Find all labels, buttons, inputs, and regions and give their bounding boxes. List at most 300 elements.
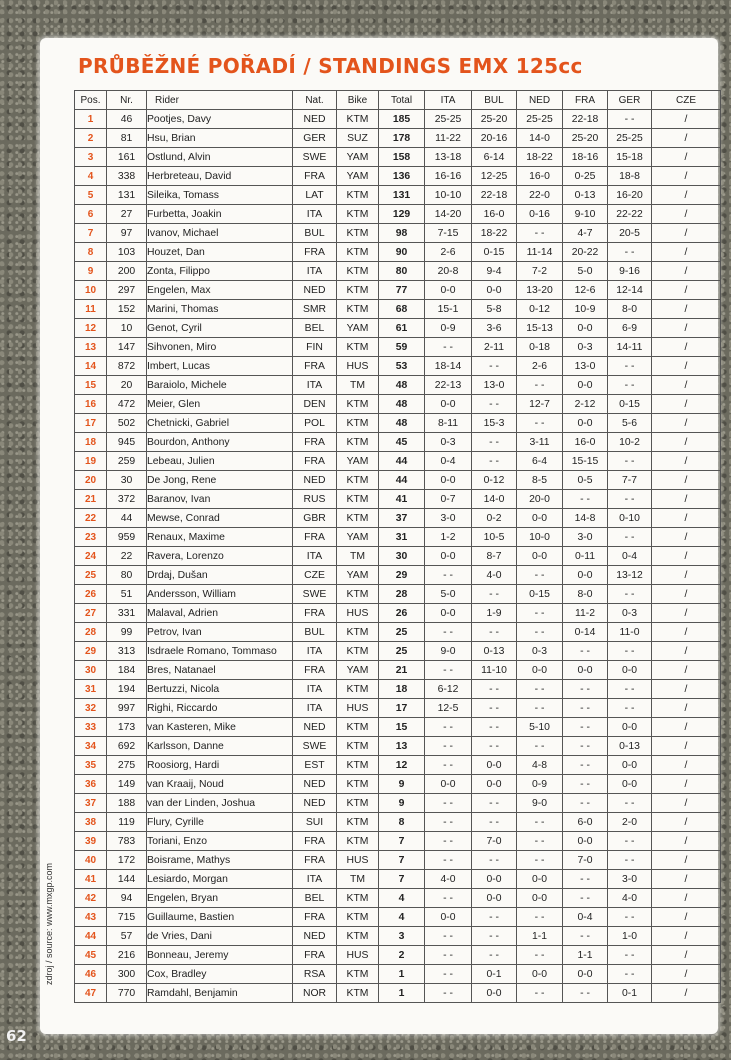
- total-cell: 1: [379, 965, 425, 984]
- total-cell: 29: [379, 566, 425, 585]
- bul-cell: 0-2: [472, 509, 517, 528]
- table-row: [75, 927, 721, 946]
- position-cell: 11: [75, 300, 107, 319]
- fra-cell: - -: [563, 718, 608, 737]
- fra-cell: 20-22: [563, 243, 608, 262]
- bul-cell: 22-18: [472, 186, 517, 205]
- nationality-cell: LAT: [293, 186, 337, 205]
- ita-cell: - -: [425, 661, 472, 680]
- number-cell: 188: [107, 794, 147, 813]
- ned-cell: - -: [517, 414, 563, 433]
- bul-cell: 6-14: [472, 148, 517, 167]
- table-row: [75, 338, 721, 357]
- source-credit: zdroj / source: www.mxgp.com: [44, 862, 54, 985]
- position-cell: 3: [75, 148, 107, 167]
- bul-cell: - -: [472, 851, 517, 870]
- total-cell: 2: [379, 946, 425, 965]
- bul-cell: 3-6: [472, 319, 517, 338]
- column-header: ITA: [425, 91, 472, 110]
- ned-cell: - -: [517, 699, 563, 718]
- ger-cell: 0-0: [608, 718, 652, 737]
- ned-cell: 0-0: [517, 889, 563, 908]
- total-cell: 4: [379, 908, 425, 927]
- ger-cell: 0-13: [608, 737, 652, 756]
- total-cell: 9: [379, 775, 425, 794]
- ger-cell: 3-0: [608, 870, 652, 889]
- bul-cell: - -: [472, 357, 517, 376]
- number-cell: 472: [107, 395, 147, 414]
- ned-cell: 0-9: [517, 775, 563, 794]
- bike-cell: YAM: [337, 319, 379, 338]
- total-cell: 12: [379, 756, 425, 775]
- bike-cell: KTM: [337, 623, 379, 642]
- number-cell: 51: [107, 585, 147, 604]
- table-row: [75, 129, 721, 148]
- ned-cell: 10-0: [517, 528, 563, 547]
- total-cell: 98: [379, 224, 425, 243]
- bike-cell: YAM: [337, 148, 379, 167]
- ned-cell: 2-6: [517, 357, 563, 376]
- table-row: [75, 661, 721, 680]
- ger-cell: - -: [608, 243, 652, 262]
- bul-cell: 4-0: [472, 566, 517, 585]
- cze-cell: /: [652, 357, 721, 376]
- table-row: [75, 547, 721, 566]
- cze-cell: /: [652, 205, 721, 224]
- ita-cell: 8-11: [425, 414, 472, 433]
- fra-cell: 3-0: [563, 528, 608, 547]
- table-row: [75, 433, 721, 452]
- fra-cell: - -: [563, 794, 608, 813]
- total-cell: 3: [379, 927, 425, 946]
- cze-cell: /: [652, 889, 721, 908]
- total-cell: 25: [379, 642, 425, 661]
- nationality-cell: FRA: [293, 851, 337, 870]
- fra-cell: 0-4: [563, 908, 608, 927]
- rider-cell: Ravera, Lorenzo: [147, 547, 293, 566]
- ned-cell: 0-12: [517, 300, 563, 319]
- cze-cell: /: [652, 490, 721, 509]
- number-cell: 22: [107, 547, 147, 566]
- total-cell: 131: [379, 186, 425, 205]
- ger-cell: - -: [608, 357, 652, 376]
- bul-cell: 8-7: [472, 547, 517, 566]
- bul-cell: 16-0: [472, 205, 517, 224]
- ned-cell: - -: [517, 604, 563, 623]
- bul-cell: 2-11: [472, 338, 517, 357]
- cze-cell: /: [652, 699, 721, 718]
- ita-cell: 2-6: [425, 243, 472, 262]
- nationality-cell: RSA: [293, 965, 337, 984]
- total-cell: 7: [379, 832, 425, 851]
- nationality-cell: BUL: [293, 623, 337, 642]
- ita-cell: 4-0: [425, 870, 472, 889]
- bike-cell: KTM: [337, 490, 379, 509]
- bul-cell: 13-0: [472, 376, 517, 395]
- fra-cell: 15-15: [563, 452, 608, 471]
- standings-table: [74, 90, 721, 1003]
- ita-cell: - -: [425, 623, 472, 642]
- nationality-cell: BUL: [293, 224, 337, 243]
- position-cell: 33: [75, 718, 107, 737]
- bike-cell: KTM: [337, 642, 379, 661]
- number-cell: 20: [107, 376, 147, 395]
- ger-cell: - -: [608, 699, 652, 718]
- cze-cell: /: [652, 794, 721, 813]
- table-row: [75, 832, 721, 851]
- nationality-cell: NED: [293, 927, 337, 946]
- cze-cell: /: [652, 661, 721, 680]
- ita-cell: 22-13: [425, 376, 472, 395]
- ned-cell: 14-0: [517, 129, 563, 148]
- ger-cell: 8-0: [608, 300, 652, 319]
- ned-cell: 18-22: [517, 148, 563, 167]
- number-cell: 10: [107, 319, 147, 338]
- ita-cell: - -: [425, 813, 472, 832]
- number-cell: 959: [107, 528, 147, 547]
- rider-cell: Roosiorg, Hardi: [147, 756, 293, 775]
- table-row: [75, 528, 721, 547]
- table-row: [75, 813, 721, 832]
- total-cell: 41: [379, 490, 425, 509]
- ita-cell: 14-20: [425, 205, 472, 224]
- ned-cell: - -: [517, 832, 563, 851]
- ned-cell: - -: [517, 680, 563, 699]
- ned-cell: - -: [517, 566, 563, 585]
- number-cell: 173: [107, 718, 147, 737]
- ita-cell: 11-22: [425, 129, 472, 148]
- table-row: [75, 167, 721, 186]
- column-header: Nr.: [107, 91, 147, 110]
- ger-cell: 12-14: [608, 281, 652, 300]
- ita-cell: 25-25: [425, 110, 472, 129]
- nationality-cell: FRA: [293, 452, 337, 471]
- bike-cell: KTM: [337, 300, 379, 319]
- fra-cell: 0-0: [563, 832, 608, 851]
- ita-cell: 12-5: [425, 699, 472, 718]
- total-cell: 21: [379, 661, 425, 680]
- ger-cell: - -: [608, 642, 652, 661]
- ita-cell: - -: [425, 851, 472, 870]
- rider-cell: Sileika, Tomass: [147, 186, 293, 205]
- bike-cell: TM: [337, 870, 379, 889]
- total-cell: 59: [379, 338, 425, 357]
- position-cell: 35: [75, 756, 107, 775]
- number-cell: 997: [107, 699, 147, 718]
- ned-cell: 0-16: [517, 205, 563, 224]
- number-cell: 144: [107, 870, 147, 889]
- total-cell: 68: [379, 300, 425, 319]
- ned-cell: 5-10: [517, 718, 563, 737]
- ita-cell: 1-2: [425, 528, 472, 547]
- cze-cell: /: [652, 148, 721, 167]
- position-cell: 22: [75, 509, 107, 528]
- position-cell: 27: [75, 604, 107, 623]
- total-cell: 136: [379, 167, 425, 186]
- number-cell: 57: [107, 927, 147, 946]
- fra-cell: - -: [563, 927, 608, 946]
- fra-cell: 0-5: [563, 471, 608, 490]
- cze-cell: /: [652, 851, 721, 870]
- total-cell: 7: [379, 870, 425, 889]
- number-cell: 161: [107, 148, 147, 167]
- ger-cell: 0-1: [608, 984, 652, 1003]
- rider-cell: Flury, Cyrille: [147, 813, 293, 832]
- column-header: Rider: [147, 91, 293, 110]
- bul-cell: 9-4: [472, 262, 517, 281]
- total-cell: 158: [379, 148, 425, 167]
- position-cell: 26: [75, 585, 107, 604]
- table-row: [75, 775, 721, 794]
- ita-cell: 0-0: [425, 604, 472, 623]
- bul-cell: 0-0: [472, 870, 517, 889]
- ned-cell: 7-2: [517, 262, 563, 281]
- bike-cell: TM: [337, 376, 379, 395]
- ita-cell: - -: [425, 965, 472, 984]
- ger-cell: - -: [608, 851, 652, 870]
- fra-cell: 6-0: [563, 813, 608, 832]
- ita-cell: 9-0: [425, 642, 472, 661]
- fra-cell: 0-3: [563, 338, 608, 357]
- rider-cell: Engelen, Bryan: [147, 889, 293, 908]
- nationality-cell: SWE: [293, 585, 337, 604]
- nationality-cell: FRA: [293, 908, 337, 927]
- bike-cell: YAM: [337, 167, 379, 186]
- ned-cell: 25-25: [517, 110, 563, 129]
- ita-cell: - -: [425, 832, 472, 851]
- ita-cell: - -: [425, 737, 472, 756]
- ita-cell: 13-18: [425, 148, 472, 167]
- rider-cell: Herbreteau, David: [147, 167, 293, 186]
- nationality-cell: FRA: [293, 832, 337, 851]
- ned-cell: 13-20: [517, 281, 563, 300]
- total-cell: 90: [379, 243, 425, 262]
- position-cell: 9: [75, 262, 107, 281]
- bike-cell: KTM: [337, 205, 379, 224]
- ger-cell: 5-6: [608, 414, 652, 433]
- position-cell: 16: [75, 395, 107, 414]
- bul-cell: 25-20: [472, 110, 517, 129]
- table-row: [75, 851, 721, 870]
- rider-cell: Meier, Glen: [147, 395, 293, 414]
- ned-cell: 0-0: [517, 661, 563, 680]
- ita-cell: - -: [425, 718, 472, 737]
- ned-cell: 11-14: [517, 243, 563, 262]
- table-row: [75, 965, 721, 984]
- ger-cell: - -: [608, 946, 652, 965]
- position-cell: 41: [75, 870, 107, 889]
- total-cell: 44: [379, 452, 425, 471]
- bul-cell: 0-0: [472, 775, 517, 794]
- ger-cell: - -: [608, 376, 652, 395]
- table-row: [75, 718, 721, 737]
- number-cell: 44: [107, 509, 147, 528]
- ita-cell: - -: [425, 984, 472, 1003]
- ned-cell: - -: [517, 908, 563, 927]
- cze-cell: /: [652, 832, 721, 851]
- number-cell: 200: [107, 262, 147, 281]
- cze-cell: /: [652, 547, 721, 566]
- table-row: [75, 224, 721, 243]
- position-cell: 19: [75, 452, 107, 471]
- ned-cell: 8-5: [517, 471, 563, 490]
- table-row: [75, 642, 721, 661]
- bul-cell: 0-0: [472, 281, 517, 300]
- nationality-cell: ITA: [293, 870, 337, 889]
- nationality-cell: CZE: [293, 566, 337, 585]
- page-title: PRŮBĚŽNÉ POŘADÍ / STANDINGS EMX 125cc: [78, 54, 583, 78]
- ned-cell: 0-0: [517, 509, 563, 528]
- table-row: [75, 794, 721, 813]
- position-cell: 44: [75, 927, 107, 946]
- rider-cell: de Vries, Dani: [147, 927, 293, 946]
- ger-cell: 0-0: [608, 756, 652, 775]
- nationality-cell: FRA: [293, 357, 337, 376]
- rider-cell: Toriani, Enzo: [147, 832, 293, 851]
- cze-cell: /: [652, 509, 721, 528]
- ger-cell: 0-15: [608, 395, 652, 414]
- ita-cell: - -: [425, 756, 472, 775]
- cze-cell: /: [652, 756, 721, 775]
- total-cell: 44: [379, 471, 425, 490]
- table-row: [75, 205, 721, 224]
- number-cell: 119: [107, 813, 147, 832]
- position-cell: 39: [75, 832, 107, 851]
- nationality-cell: FRA: [293, 604, 337, 623]
- ger-cell: 0-0: [608, 661, 652, 680]
- bike-cell: KTM: [337, 414, 379, 433]
- nationality-cell: RUS: [293, 490, 337, 509]
- position-cell: 7: [75, 224, 107, 243]
- cze-cell: /: [652, 243, 721, 262]
- total-cell: 17: [379, 699, 425, 718]
- bul-cell: - -: [472, 680, 517, 699]
- number-cell: 331: [107, 604, 147, 623]
- bul-cell: - -: [472, 927, 517, 946]
- bike-cell: HUS: [337, 851, 379, 870]
- ned-cell: - -: [517, 623, 563, 642]
- rider-cell: De Jong, Rene: [147, 471, 293, 490]
- bike-cell: KTM: [337, 718, 379, 737]
- fra-cell: 16-0: [563, 433, 608, 452]
- ger-cell: - -: [608, 452, 652, 471]
- ita-cell: 0-9: [425, 319, 472, 338]
- cze-cell: /: [652, 376, 721, 395]
- rider-cell: van Kraaij, Noud: [147, 775, 293, 794]
- cze-cell: /: [652, 813, 721, 832]
- fra-cell: 5-0: [563, 262, 608, 281]
- table-row: [75, 243, 721, 262]
- ita-cell: 5-0: [425, 585, 472, 604]
- bul-cell: 10-5: [472, 528, 517, 547]
- ita-cell: 0-7: [425, 490, 472, 509]
- position-cell: 8: [75, 243, 107, 262]
- fra-cell: 9-10: [563, 205, 608, 224]
- fra-cell: 0-0: [563, 319, 608, 338]
- number-cell: 259: [107, 452, 147, 471]
- column-header: GER: [608, 91, 652, 110]
- fra-cell: 7-0: [563, 851, 608, 870]
- table-row: [75, 490, 721, 509]
- fra-cell: 10-9: [563, 300, 608, 319]
- ger-cell: 18-8: [608, 167, 652, 186]
- cze-cell: /: [652, 471, 721, 490]
- bike-cell: KTM: [337, 813, 379, 832]
- column-header: BUL: [472, 91, 517, 110]
- position-cell: 6: [75, 205, 107, 224]
- bul-cell: 0-12: [472, 471, 517, 490]
- ita-cell: 7-15: [425, 224, 472, 243]
- bul-cell: 11-10: [472, 661, 517, 680]
- rider-cell: Sihvonen, Miro: [147, 338, 293, 357]
- number-cell: 313: [107, 642, 147, 661]
- table-row: [75, 414, 721, 433]
- rider-cell: Ramdahl, Benjamin: [147, 984, 293, 1003]
- bul-cell: 0-0: [472, 984, 517, 1003]
- position-cell: 18: [75, 433, 107, 452]
- cze-cell: /: [652, 775, 721, 794]
- number-cell: 172: [107, 851, 147, 870]
- number-cell: 81: [107, 129, 147, 148]
- bul-cell: 0-0: [472, 756, 517, 775]
- total-cell: 48: [379, 376, 425, 395]
- rider-cell: van Kasteren, Mike: [147, 718, 293, 737]
- bul-cell: - -: [472, 718, 517, 737]
- position-cell: 34: [75, 737, 107, 756]
- table-row: [75, 566, 721, 585]
- fra-cell: - -: [563, 642, 608, 661]
- ita-cell: 15-1: [425, 300, 472, 319]
- rider-cell: Baranov, Ivan: [147, 490, 293, 509]
- bike-cell: KTM: [337, 680, 379, 699]
- bike-cell: KTM: [337, 775, 379, 794]
- position-cell: 21: [75, 490, 107, 509]
- ger-cell: 0-10: [608, 509, 652, 528]
- position-cell: 15: [75, 376, 107, 395]
- ned-cell: - -: [517, 376, 563, 395]
- bul-cell: 0-1: [472, 965, 517, 984]
- fra-cell: - -: [563, 699, 608, 718]
- bike-cell: KTM: [337, 585, 379, 604]
- rider-cell: Andersson, William: [147, 585, 293, 604]
- bike-cell: HUS: [337, 357, 379, 376]
- rider-cell: Bonneau, Jeremy: [147, 946, 293, 965]
- bul-cell: - -: [472, 433, 517, 452]
- ger-cell: 14-11: [608, 338, 652, 357]
- position-cell: 30: [75, 661, 107, 680]
- number-cell: 152: [107, 300, 147, 319]
- bul-cell: 20-16: [472, 129, 517, 148]
- fra-cell: - -: [563, 737, 608, 756]
- rider-cell: Pootjes, Davy: [147, 110, 293, 129]
- number-cell: 27: [107, 205, 147, 224]
- cze-cell: /: [652, 528, 721, 547]
- rider-cell: Hsu, Brian: [147, 129, 293, 148]
- bul-cell: 12-25: [472, 167, 517, 186]
- nationality-cell: NED: [293, 471, 337, 490]
- number-cell: 194: [107, 680, 147, 699]
- total-cell: 61: [379, 319, 425, 338]
- nationality-cell: FRA: [293, 167, 337, 186]
- bul-cell: - -: [472, 585, 517, 604]
- number-cell: 692: [107, 737, 147, 756]
- page-number: 62: [6, 1027, 27, 1045]
- table-row: [75, 889, 721, 908]
- bike-cell: TM: [337, 547, 379, 566]
- bul-cell: 0-0: [472, 889, 517, 908]
- rider-cell: Ostlund, Alvin: [147, 148, 293, 167]
- table-row: [75, 395, 721, 414]
